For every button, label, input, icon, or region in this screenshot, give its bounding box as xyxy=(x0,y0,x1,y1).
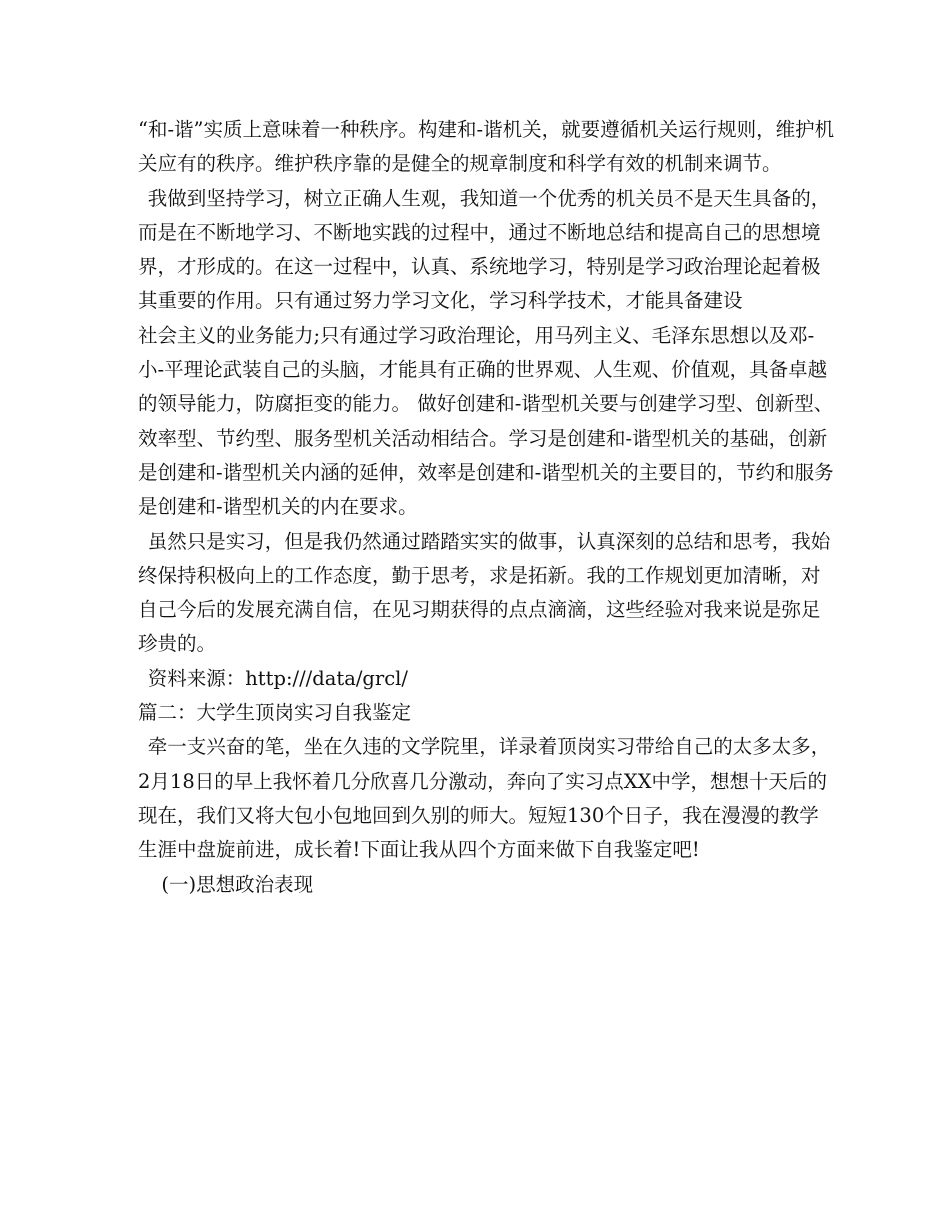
paragraph-harmony-order: “和-谐”实质上意味着一种秩序。构建和-谐机关，就要遵循机关运行规则，维护机关应有的秩序。维护秩序靠的是健全的规章制度和科学有效的机制来调节。 xyxy=(138,118,835,176)
paragraph-internship-summary: 虽然只是实习，但是我仍然通过踏踏实实的做事，认真深刻的总结和思考，我始终保持积极向上的工作态度，勤于思考，求是拓新。我的工作规划更加清晰，对自己今后的发展充满自信，在见习期获得的点点滴滴，这些经验对我来说是弥足珍贵的。 xyxy=(138,529,831,656)
source-reference: 资料来源：http:///data/grcl/ xyxy=(147,666,408,690)
document-body xyxy=(138,113,838,902)
paragraph-socialist-ability: 社会主义的业务能力;只有通过学习政治理论，用马列主义、毛泽东思想以及邓-小-平理论武装自己的头脑，才能具有正确的世界观、人生观、价值观，具备卓越的领导能力，防腐拒变的能力。 做好创建和-谐型机关要与创建学习型、创新型、效率型、节约型、服务型机关活动相结合。学习是创建和-谐型机关的基础，创新是创建和-谐型机关内涵的延伸，效率是创建和-谐型机关的主要目的，节约和服务是创建和-谐型机关的内在要求。 xyxy=(138,323,834,519)
paragraph-self-evaluation-intro: 牵一支兴奋的笔，坐在久违的文学院里，详录着顶岗实习带给自己的太多太多，2月18日的早上我怀着几分欣喜几分激动，奔向了实习点XX中学，想想十天后的现在，我们又将大包小包地回到久别的师大。短短130个日子，我在漫漫的教学生涯中盘旋前进，成长着!下面让我从四个方面来做下自我鉴定吧! xyxy=(138,735,831,862)
section-heading: 篇二：大学生顶岗实习自我鉴定 xyxy=(138,701,412,725)
subsection-heading: (一)思想政治表现 xyxy=(161,872,314,896)
paragraph-study-politics: 我做到坚持学习，树立正确人生观，我知道一个优秀的机关员不是天生具备的，而是在不断地学习、不断地实践的过程中，通过不断地总结和提高自己的思想境界，才形成的。在这一过程中，认真、系统地学习，特别是学习政治理论起着极其重要的作用。只有通过努力学习文化，学习科学技术，才能具备建设 xyxy=(138,186,831,313)
